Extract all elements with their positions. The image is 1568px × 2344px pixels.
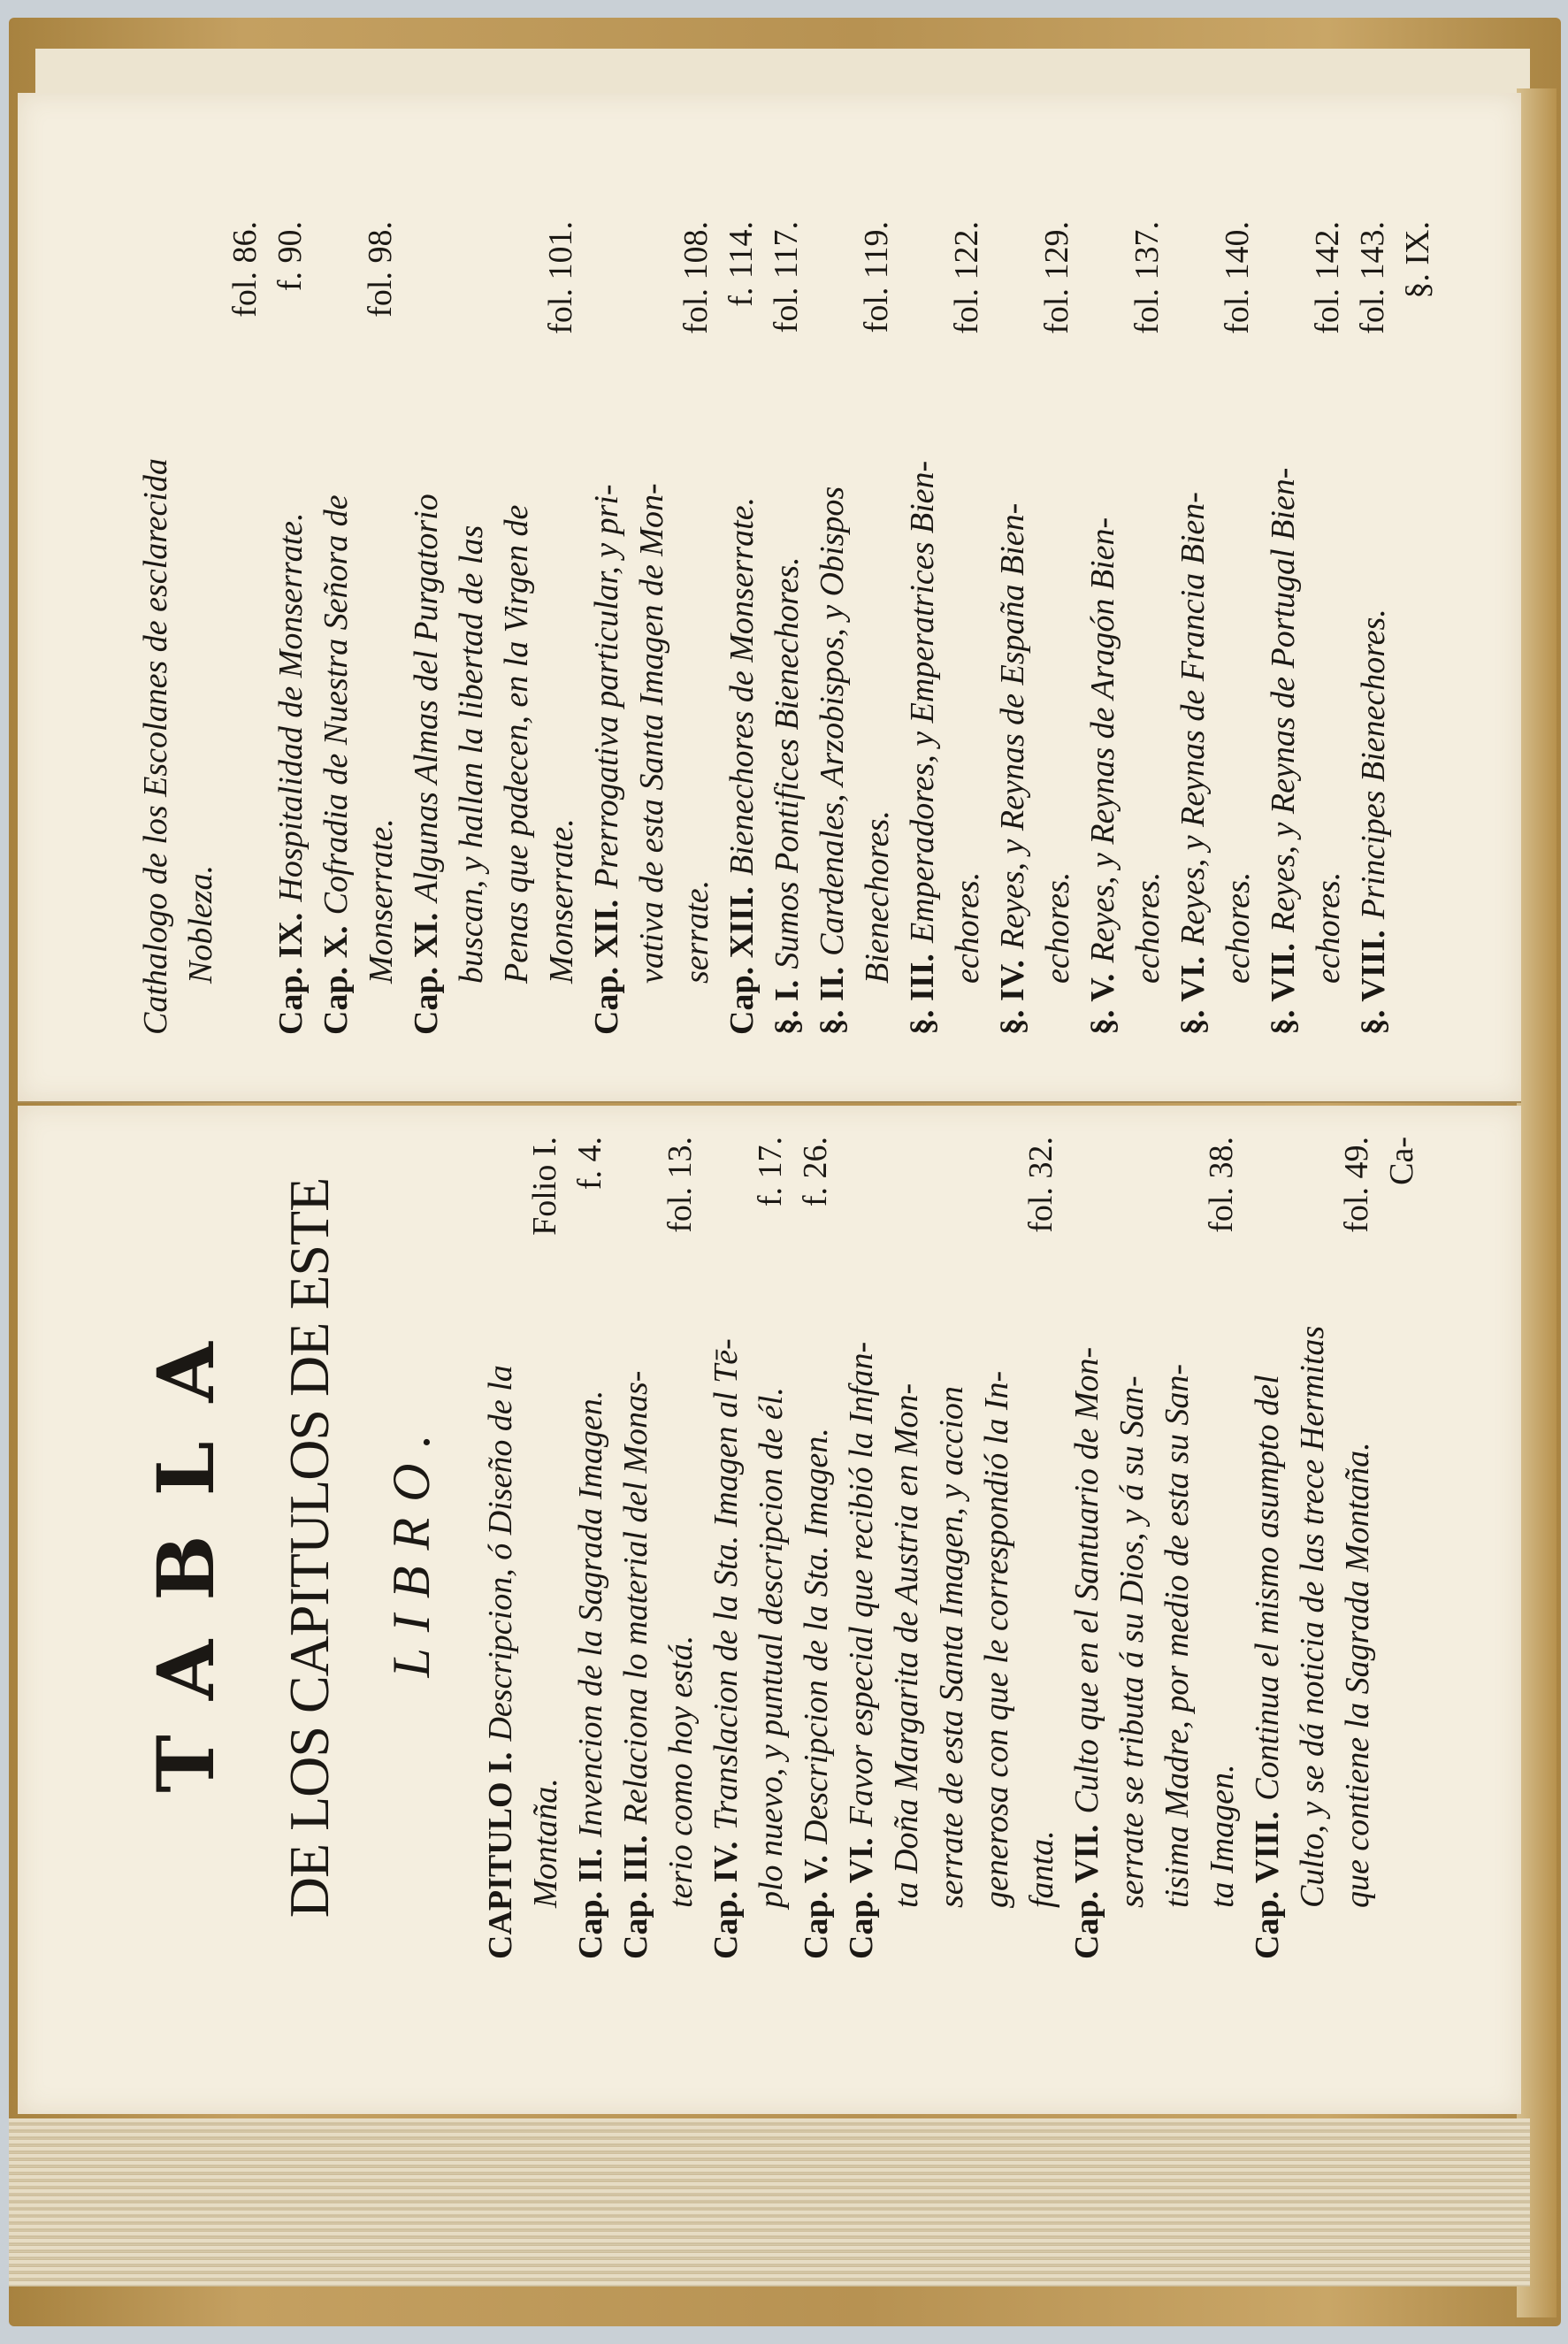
catchword: Ca- (1383, 1137, 1420, 1185)
toc-entry: Cap. XIII. Bienechores de Monserrate. f. 114. (719, 221, 764, 1035)
toc-entry: §. V. Reyes, y Reynas de Aragón Bien- echores. fol. 137. (1080, 221, 1170, 1035)
folio: fol. 98. (362, 221, 399, 318)
toc-entry: Cap. X. Cofradia de Nuestra Señora de Monserrate. fol. 98. (313, 221, 403, 1035)
catchword: §. IX. (1399, 221, 1436, 299)
folio: fol. 140. (1219, 221, 1256, 334)
folio: fol. 108. (677, 221, 715, 334)
folio: fol. 142. (1309, 221, 1346, 334)
folio: fol. 101. (542, 221, 579, 334)
toc-entry: CAPITULO I. Descripcion, ó Diseño de la Montaña. Folio I. (478, 1137, 568, 1959)
folio: f. 4. (571, 1137, 608, 1191)
folio: Folio I. (526, 1137, 563, 1236)
folio: fol. 143. (1354, 221, 1391, 334)
folio: f. 17. (752, 1137, 789, 1207)
folio: fol. 129. (1038, 221, 1075, 334)
folio: f. 114. (723, 221, 760, 307)
page-subtitle-libro: LIBRO. (382, 1418, 440, 1678)
toc-entry: Cap. V. Descripcion de la Sta. Imagen. f. 26. (793, 1137, 838, 1959)
toc-entry: Cap. IV. Translacion de la Sta. Imagen al Tē- plo nuevo, y puntual descripcion de él. f. 17. (703, 1137, 793, 1959)
toc-entry: §. III. Emperadores, y Emperatrices Bien- echores. fol. 122. (899, 221, 990, 1035)
toc-entry: §. VIII. Principes Bienechores. fol. 143. (1350, 221, 1396, 1035)
toc-entry: §. IV. Reyes, y Reynas de España Bien- echores. fol. 129. (990, 221, 1080, 1035)
toc-entry: §. VII. Reyes, y Reynas de Portugal Bien- echores. fol. 142. (1260, 221, 1350, 1035)
folio: fol. 137. (1128, 221, 1166, 334)
folio: fol. 49. (1338, 1137, 1375, 1233)
right-page-text (133, 221, 1441, 1035)
toc-entry: Cathalogo de los Escolanes de esclarecida Nobleza. fol. 86. (133, 221, 268, 1035)
folio: f. 26. (797, 1137, 834, 1207)
folio: fol. 38. (1203, 1137, 1240, 1233)
toc-entry: §. II. Cardenales, Arzobispos, y Obispos Bienechores. fol. 119. (809, 221, 899, 1035)
page-title: TABLA (140, 1303, 232, 1793)
folio: fol. 119. (858, 221, 895, 333)
folio: fol. 32. (1022, 1137, 1059, 1233)
toc-entry: §. VI. Reyes, y Reynas de Francia Bien- echores. fol. 140. (1170, 221, 1260, 1035)
folio: fol. 122. (948, 221, 985, 334)
page-subtitle: DE LOS CAPITULOS DE ESTE (278, 1177, 340, 1919)
toc-entry: Cap. II. Invencion de la Sagrada Imagen. f. 4. (568, 1137, 613, 1959)
toc-entry: §. I. Sumos Pontifices Bienechores. fol. 117. (764, 221, 809, 1035)
toc-entry: Cap. VII. Culto que en el Santuario de Mon- serrate se tributa á su Dios, y á su San- tisima Madre, por medio de esta su San- ta Imagen. fol. 38. (1064, 1137, 1244, 1959)
book-spine (1517, 88, 1557, 2317)
toc-entry: Cap. XI. Algunas Almas del Purgatorio buscan, y hallan la libertad de las Penas que padecen, en la Virgen de Monserrate. fol. 101. (403, 221, 584, 1035)
toc-entry: Cap. VI. Favor especial que recibió la Infan- ta Doña Margarita de Austria en Mon- serrate de esta Santa Imagen, y accion generosa con que le correspondió la In- fanta. fol. 32. (838, 1137, 1064, 1959)
toc-entry: Cap. XII. Prerrogativa particular, y pri- vativa de esta Santa Imagen de Mon- serrate. fol. 108. (584, 221, 719, 1035)
toc-entry: Cap. III. Relaciona lo material del Monas- terio como hoy está. fol. 13. (613, 1137, 703, 1959)
folio: fol. 117. (768, 221, 805, 333)
folio: f. 90. (272, 221, 309, 292)
folio: fol. 86. (226, 221, 264, 318)
left-page-text (133, 1137, 1425, 1959)
toc-entry: Cap. VIII. Continua el mismo asumpto del Culto, y se dá noticia de las trece Hermitas que contiene la Sagrada Montaña. fol. 49. (1244, 1137, 1380, 1959)
folio: fol. 13. (662, 1137, 699, 1233)
page-edges (9, 2118, 1530, 2287)
toc-entry: Cap. IX. Hospitalidad de Monserrate. f. 90. (268, 221, 313, 1035)
